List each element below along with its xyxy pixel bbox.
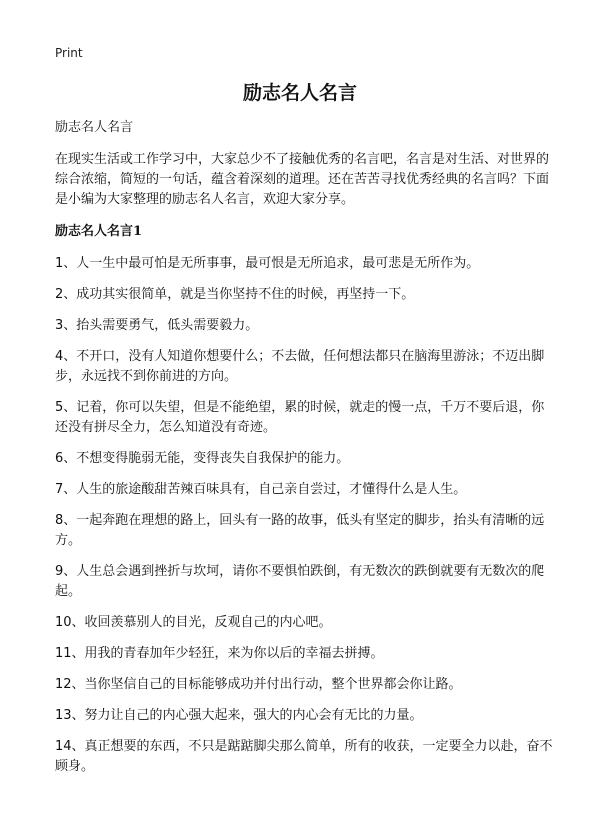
quote-item: 12、当你坚信自己的目标能够成功并付出行动，整个世界都会你让路。 — [55, 677, 462, 692]
page-title: 励志名人名言 — [242, 82, 357, 104]
document-body — [55, 118, 553, 788]
section-heading: 励志名人名言1 — [55, 224, 143, 239]
quote-item: 10、收回羡慕别人的目光，反观自己的内心吧。 — [55, 615, 332, 630]
quote-item: 7、人生的旅途酸甜苦辣百味具有，自己亲自尝过，才懂得什么是人生。 — [55, 482, 467, 497]
quote-item: 13、努力让自己的内心强大起来，强大的内心会有无比的力量。 — [55, 708, 423, 723]
quote-item: 1、人一生中最可怕是无所事事，最可恨是无所追求，最可悲是无所作为。 — [55, 256, 480, 271]
quote-item: 9、人生总会遇到挫折与坎坷，请你不要惧怕跌倒，有无数次的跌倒就要有无数次的爬起。 — [55, 564, 545, 599]
print-link[interactable]: Print — [55, 46, 83, 60]
quote-item: 11、用我的青春加年少轻狂，来为你以后的幸福去拼搏。 — [55, 646, 384, 661]
quote-item: 14、真正想要的东西，不只是踮踮脚尖那么简单，所有的收获，一定要全力以赴，奋不顾身。 — [55, 739, 553, 774]
quote-item: 3、抬头需要勇气，低头需要毅力。 — [55, 318, 259, 333]
quote-item: 4、不开口，没有人知道你想要什么；不去做，任何想法都只在脑海里游泳；不迈出脚步，永远找不到你前进的方向。 — [55, 349, 545, 384]
quote-item: 5、记着，你可以失望，但是不能绝望，累的时候，就走的慢一点，千万不要后退，你还没有拼尽全力，怎么知道没有奇迹。 — [55, 400, 545, 435]
document-subtitle: 励志名人名言 — [55, 120, 134, 135]
intro-paragraph: 在现实生活或工作学习中，大家总少不了接触优秀的名言吧，名言是对生活、对世界的综合浓缩，简短的一句话，蕴含着深刻的道理。还在苦苦寻找优秀经典的名言吗？下面是小编为大家整理的励志名人名言，欢迎大家分享。 — [55, 152, 550, 207]
quote-item: 2、成功其实很简单，就是当你坚持不住的时候，再坚持一下。 — [55, 287, 415, 302]
quote-item: 6、不想变得脆弱无能，变得丧失自我保护的能力。 — [55, 451, 350, 466]
quote-item: 8、一起奔跑在理想的路上，回头有一路的故事，低头有坚定的脚步，抬头有清晰的远方。 — [55, 513, 545, 548]
